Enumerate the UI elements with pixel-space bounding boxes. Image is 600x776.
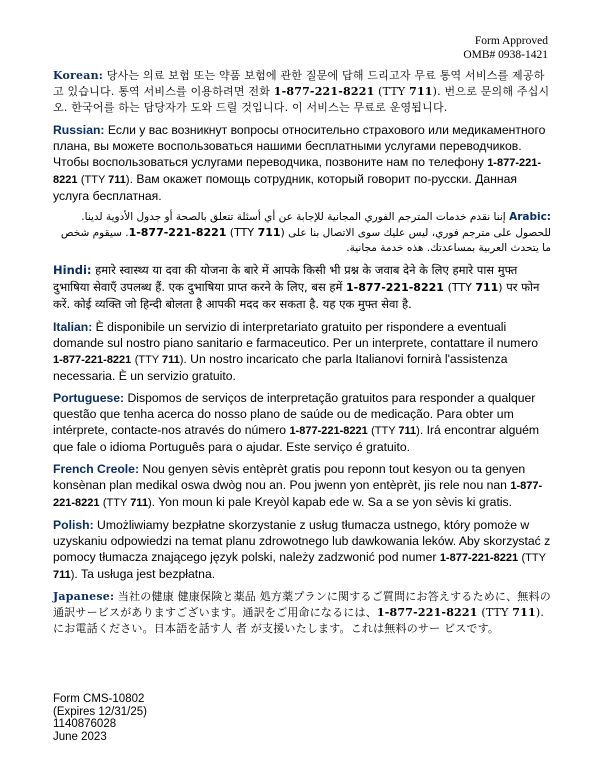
form-footer	[53, 693, 147, 743]
language-label-hindi: Hindi:	[53, 263, 92, 277]
polish-text-before: Umożliwiamy bezpłatne skorzystanie z usług tłumacza ustnego, który pomoże w uzyskaniu odpowiedzi na temat planu zdrowotnego lub dawkowania leków. Aby skorzystać z pomocy tłumacza znającego język polski, należy zadzwonić pod numer	[53, 518, 551, 564]
language-label-korean: Korean:	[53, 69, 104, 82]
italian-text-after: . Un nostro incaricato che parla Italianovi fornirà l'assistenza necessaria. È un servizio gratuito.	[53, 352, 508, 383]
arabic-text-before: إننا نقدم خدمات المترجم الفوري المجانية للإجابة عن أي أسئلة تتعلق بالصحة أو جدول الأدوية لدينا. للحصول على مترجم فوري، ليس عليك سوى الاتصال بنا على	[81, 211, 551, 239]
language-label-arabic: Arabic:	[509, 211, 551, 223]
korean-text-after: . 번으로 문의해 주십시오. 한국어를 하는 담당자가 도와 드릴 것입니다. 이 서비스는 무료로 운영됩니다.	[53, 85, 550, 114]
phone-number: 1-877-221-8221	[273, 85, 375, 98]
portuguese-text-before: Dispomos de serviços de interpretação gratuitos para responder a qualquer questão que tenha acerca do nosso plano de saúde ou de medicação. Para obter um intérprete, contacte-nos através do número	[53, 391, 536, 437]
phone-number: 1-877-221-8221	[53, 157, 542, 186]
phone-number: 1-877-221-8221	[376, 606, 478, 619]
paragraph-portuguese	[53, 390, 551, 455]
paragraph-polish	[53, 517, 551, 583]
italian-text-before: È disponibile un servizio di interpretariato gratuito per rispondere a eventuali domande sul nostro piano sanitario e farmaceutico. Per un interprete, contattare il numero	[53, 320, 539, 350]
tty-info: (TTY 711)	[134, 354, 184, 366]
language-label-portuguese: Portuguese:	[53, 391, 125, 405]
arabic-text-after: . سيقوم شخص ما يتحدث العربية بمساعدتك. هذه خدمة مجانية.	[60, 227, 551, 254]
language-label-french-creole: French Creole:	[53, 462, 140, 476]
publication-date: June 2023	[53, 730, 107, 743]
phone-number: 1-877-221-8221	[53, 354, 132, 366]
hindi-text-after: पर फोन करें. कोई व्यक्ति जो हिन्दी बोलता है आपकी मदद कर सकता है. यह एक मुफ्त सेवा है.	[53, 280, 540, 311]
tty-info: (TTY 711)	[102, 497, 152, 509]
tty-info: (TTY 711)	[371, 425, 420, 437]
phone-number: 1-877-221-8221	[128, 226, 227, 239]
document-code: 1140876028	[53, 718, 117, 730]
language-label-russian: Russian:	[53, 123, 105, 137]
arabic-contact	[129, 227, 285, 239]
expiration-date: (Expires 12/31/25)	[53, 705, 147, 718]
tty-info: (TTY 711)	[447, 281, 503, 294]
tty-info: (TTY 711)	[481, 606, 541, 619]
japanese-text-after: . にお電話ください。日本語を話す人 者 が支援いたします。これは無料のサー ビスです。	[53, 606, 545, 635]
form-approved-label: Form Approved	[474, 35, 548, 47]
paragraph-arabic	[53, 210, 551, 256]
language-label-italian: Italian:	[53, 320, 93, 334]
phone-number: 1-877-221-8221	[346, 281, 444, 294]
phone-number: 1-877-221-8221	[53, 480, 543, 509]
paragraph-hindi	[53, 262, 551, 313]
phone-number: 1-877-221-8221	[439, 552, 519, 564]
paragraph-japanese	[53, 589, 551, 637]
polish-text-after: . Ta usługa jest bezpłatna.	[74, 567, 216, 581]
language-assistance-notice	[53, 68, 551, 643]
tty-info: (TTY 711)	[229, 226, 285, 239]
omb-number: OMB# 0938-1421	[463, 49, 548, 61]
language-label-polish: Polish:	[53, 518, 94, 532]
form-number: Form CMS-10802	[53, 693, 145, 705]
french-creole-text-before: Nou genyen sèvis entèprèt gratis pou reponn tout kesyon ou ta genyen konsènan plan medikal oswa dwòg nou an. Pou jwenn yon entèprèt, jis rele nou nan	[53, 462, 526, 492]
korean-text-before: 당사는 의료 보험 또는 약품 보험에 관한 질문에 답해 드리고자 무료 통역 서비스를 제공하고 있습니다. 통역 서비스를 이용하려면 전화	[53, 69, 545, 98]
paragraph-french-creole	[53, 461, 551, 511]
hindi-text-before: हमारे स्वास्थ्य या दवा की योजना के बारे में आपके किसी भी प्रश्न के जवाब देने के लिए हमारे पास मुफ्त दुभाषिया सेवाएँ उपलब्ध हैं. एक दुभाषिया प्राप्त करने के लिए, बस हमें	[53, 263, 518, 294]
language-label-japanese: Japanese:	[53, 590, 115, 603]
paragraph-korean	[53, 68, 551, 116]
french-creole-text-after: . Yon moun ki pale Kreyòl kapab ede w. Sa a se yon sèvis ki gratis.	[151, 495, 513, 509]
omb-header	[463, 34, 548, 62]
tty-info: (TTY 711)	[80, 174, 130, 186]
tty-info: (TTY 711)	[378, 85, 438, 98]
portuguese-text-after: . Irá encontrar alguém que fale o idioma Português para o ajudar. Este serviço é gratuito.	[53, 423, 540, 454]
tty-info: (TTY 711)	[53, 552, 546, 581]
russian-text-after: . Вам окажет помощь сотрудник, который говорит по-русски. Данная услуга бесплатная.	[53, 172, 517, 203]
paragraph-russian	[53, 122, 551, 204]
japanese-text-before: 当社の健康 健康保険と薬品 処方薬プランに関するご質問にお答えするために、無料の通訳サービスがありますございます。通訳をご用命になるには、	[53, 590, 551, 619]
paragraph-italian	[53, 319, 551, 384]
russian-text-before: Если у вас возникнут вопросы относительно страхового или медикаментного плана, вы можете воспользоваться нашими бесплатными услугами переводчиков. Чтобы воспользоваться услугами переводчика, позвоните нам по телефону	[53, 123, 546, 169]
phone-number: 1-877-221-8221	[289, 425, 368, 437]
